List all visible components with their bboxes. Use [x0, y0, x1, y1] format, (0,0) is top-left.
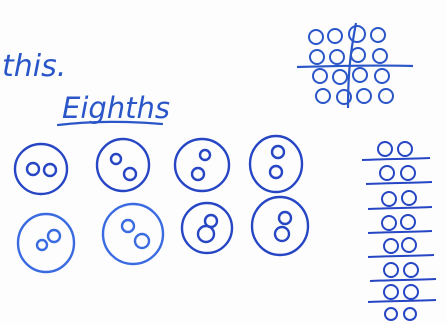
oval-group-1 [15, 144, 67, 194]
oval-group-3 [175, 139, 229, 191]
oval-group-2 [97, 139, 149, 191]
oval-group-8 [252, 197, 308, 255]
eighths-ovals-drawing [15, 136, 308, 272]
eighths-column-drawing [362, 142, 436, 320]
oval-group-7 [182, 203, 232, 253]
quarters-grid-drawing [297, 23, 413, 108]
handwritten-word-this: this. [2, 49, 67, 84]
oval-group-6 [103, 204, 163, 264]
oval-group-4 [250, 136, 302, 192]
handwritten-word-eighths: Eighths [62, 91, 171, 125]
oval-group-5 [18, 214, 74, 272]
